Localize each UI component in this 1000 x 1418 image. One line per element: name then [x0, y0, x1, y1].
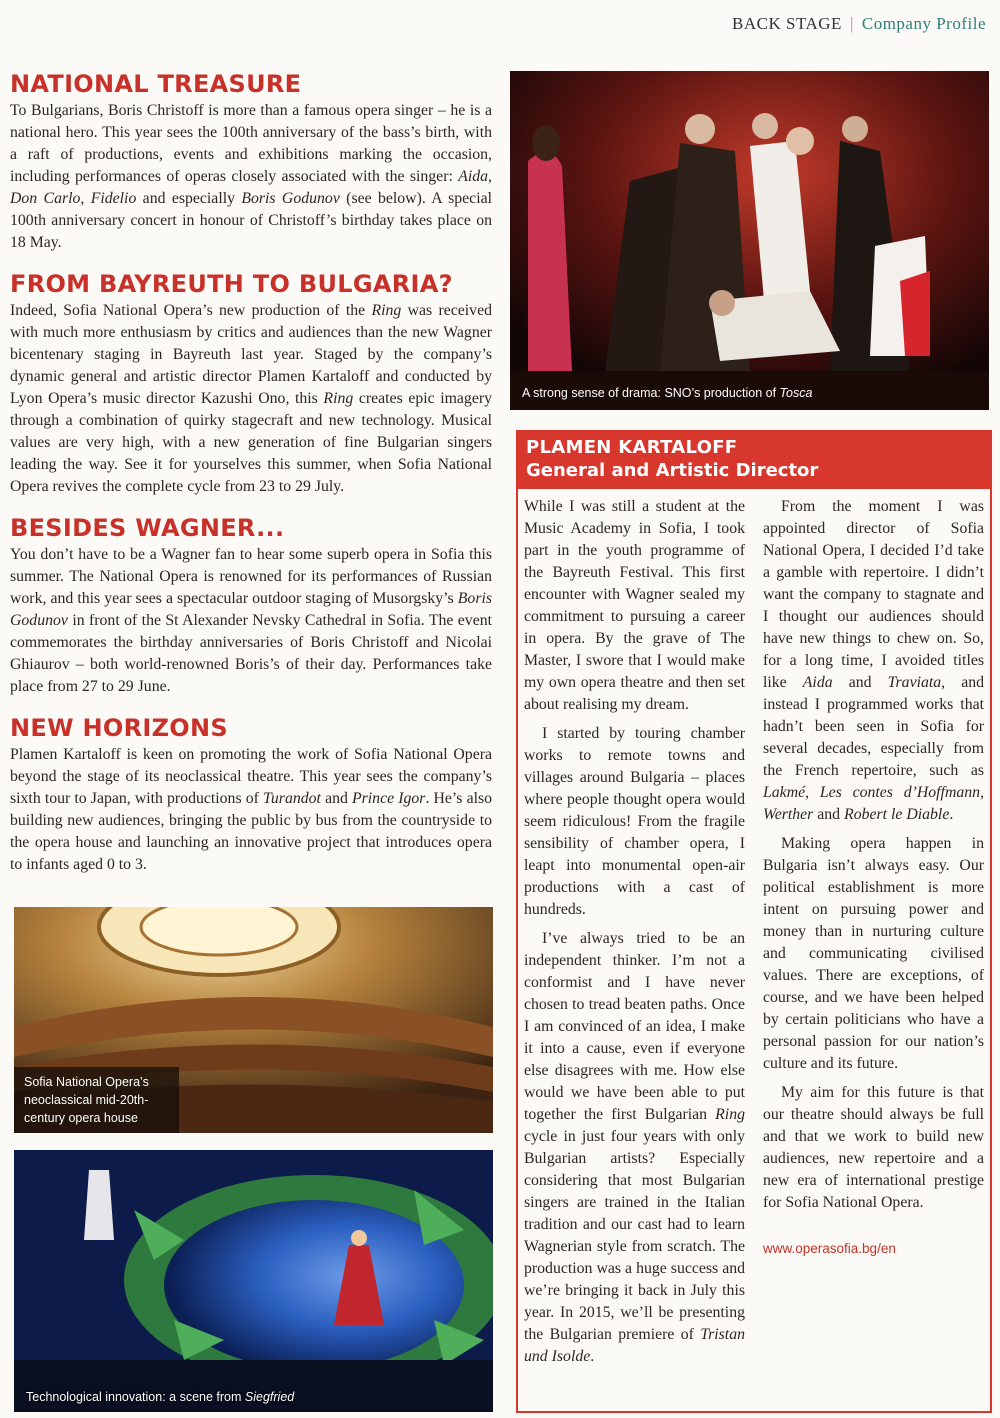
article-body: [10, 300, 492, 498]
siegfried-scene-illustration: [14, 1150, 493, 1412]
section-label: BACK STAGE: [732, 14, 842, 33]
italic-title: Fidelio: [90, 190, 137, 207]
text-run: , and instead I programmed works that hadn’t been seen in Sofia for several decades, especially from the French repertoire, such as: [763, 674, 984, 779]
interview-header: [518, 432, 990, 489]
text-run: Indeed, Sofia National Opera’s new production of the: [10, 302, 372, 319]
interviewee-name: PLAMEN KARTALOFF: [526, 437, 738, 458]
article-bayreuth: [10, 270, 492, 498]
interview-paragraph: [524, 723, 745, 921]
text-run: and especially: [136, 190, 242, 207]
italic-title: Siegfried: [244, 1390, 295, 1404]
article-national-treasure: [10, 70, 492, 254]
interview-paragraph: [524, 928, 745, 1368]
interview-body: [524, 496, 984, 1405]
article-heading: FROM BAYREUTH TO BULGARIA?: [10, 270, 453, 298]
tosca-caption: [522, 384, 812, 402]
article-body: [10, 100, 492, 254]
text-run: creates epic imagery through a combination of quirky stagecraft and new technology. Musical values are very high, with a new generation of fine Bulgarian singers leading the way. See it for yourselves this summer, when Sofia National Opera revives the complete cycle from 23 to 29 July.: [10, 390, 492, 495]
italic-title: Werther: [763, 806, 814, 823]
text-run: and: [320, 790, 352, 807]
text-run: You don’t have to be a Wagner fan to hear some superb opera in Sofia this summer. The National Opera is renowned for its performances of Russian work, and this year sees a spectacular outdoor staging of Musorgsky’s: [10, 546, 492, 607]
header-separator: |: [849, 14, 854, 33]
text-run: . He’s also building new audiences, bringing the public by bus from the countryside to the opera house and launching an innovative project that introduces opera to infants aged 0 to 3.: [10, 790, 493, 873]
italic-title: Boris Godunov: [241, 190, 340, 207]
text-run: and: [813, 806, 845, 823]
article-body: [10, 544, 492, 698]
article-heading: BESIDES WAGNER...: [10, 514, 285, 542]
italic-title: Don Carlo: [10, 190, 81, 207]
text-run: I started by touring chamber works to remote towns and villages around Bulgaria – places where people thought opera would seem ridiculous! From the fragile sensibility of chamber opera, I leapt into monumental open-air productions with a cast of hundreds.: [524, 725, 745, 918]
italic-title: Robert le Diable: [844, 806, 950, 823]
italic-title: Traviata: [887, 674, 942, 691]
italic-title: Lakmé: [763, 784, 806, 801]
italic-title: Tosca: [779, 386, 813, 400]
text-run: Plamen Kartaloff is keen on promoting the work of Sofia National Opera beyond the stage of its neoclassical theatre. This year sees the company’s sixth tour to Japan, with productions of: [10, 746, 492, 807]
interview-paragraph: [524, 496, 745, 716]
text-run: To Bulgarians, Boris Christoff is more than a famous opera singer – he is a national hero. This year sees the 100th anniversary of the bass’s birth, with a raft of productions, events and exhibitions marking the occasion, including performances of operas closely associated with the singer:: [10, 102, 492, 185]
text-run: (see below). A special 100th anniversary concert in honour of Christoff’s birthday takes place on 18 May.: [10, 190, 492, 251]
italic-title: Turandot: [263, 790, 321, 807]
italic-title: Ring: [371, 302, 402, 319]
tosca-scene-illustration: [510, 71, 989, 410]
italic-title: Ring: [715, 1106, 745, 1123]
opera-house-photo: [14, 907, 493, 1133]
text-run: While I was still a student at the Music Academy in Sofia, I took part in the youth programme of the Bayreuth Festival. This first encounter with Wagner sealed my commitment to pursuing a career in opera. By the grave of The Master, I swore that I would make my own opera theatre and then set about realising my dream.: [524, 498, 745, 713]
italic-title: Ring: [323, 390, 354, 407]
interviewee-role: General and Artistic Director: [526, 460, 819, 481]
text-run: in front of the St Alexander Nevsky Cathedral in Sofia. The event commemorates the birthday anniversaries of Boris Christoff and Nicolai Ghiaurov – both world-renowned Boris’s of their day. Performances take place from 27 to 29 June.: [10, 612, 492, 695]
article-heading: NEW HORIZONS: [10, 714, 228, 742]
article-besides-wagner: [10, 514, 492, 698]
interview-paragraph: [763, 1082, 984, 1214]
article-body: [10, 744, 492, 876]
italic-title: Aida: [458, 168, 489, 185]
text-run: ,: [488, 168, 492, 185]
interview-paragraph: [763, 496, 984, 826]
text-run: From the moment I was appointed director of Sofia National Opera, I decided I’d take a gamble with repertoire. I didn’t want the company to stagnate and I thought our audiences should have new things to chew on. So, for a long time, I avoided titles like: [763, 498, 984, 691]
text-run: and: [832, 674, 888, 691]
siegfried-caption: [26, 1388, 294, 1406]
italic-title: Prince Igor: [352, 790, 426, 807]
text-run: I’ve always tried to be an independent thinker. I’m not a conformist and I have never chosen to tread beaten paths. Once I am convinced of an idea, I make it into a cause, even if everyone else disagrees with me. How else would we have been able to put together the first Bulgarian: [524, 930, 745, 1123]
interview-box: [516, 430, 992, 1413]
italic-title: Tristan und Isolde: [524, 1326, 745, 1365]
italic-title: Boris Godunov: [10, 590, 492, 629]
text-run: Technological innovation: a scene from: [26, 1390, 245, 1404]
text-run: cycle in just four years with only Bulgarian artists? Especially considering that most Bulgarian singers are trained in the Italian tradition and our cast had to learn Wagnerian style from scratch. The production was a huge success and we’re bringing it back in July this year. In 2015, we’ll be presenting the Bulgarian premiere of: [524, 1128, 745, 1343]
text-run: A strong sense of drama: SNO’s production of: [522, 386, 780, 400]
opera-house-caption: [14, 1067, 179, 1133]
running-header: [732, 14, 986, 34]
text-run: .: [949, 806, 954, 823]
article-heading: NATIONAL TREASURE: [10, 70, 302, 98]
text-run: Sofia National Opera’s neoclassical mid-20th-century opera house: [24, 1075, 149, 1125]
italic-title: Aida: [802, 674, 833, 691]
tosca-photo: [510, 71, 989, 410]
interview-paragraph: [763, 833, 984, 1075]
text-run: My aim for this future is that our theatre should always be full and that we work to build new audiences, new repertoire and a new era of international prestige for Sofia National Opera.: [763, 1084, 984, 1211]
text-run: ,: [80, 190, 91, 207]
italic-title: Les contes d’Hoffmann: [819, 784, 981, 801]
website-link[interactable]: www.operasofia.bg/en: [763, 1241, 896, 1256]
siegfried-photo: [14, 1150, 493, 1412]
text-run: was received with much more enthusiasm by critics and audiences than the new Wagner bicentenary staging in Bayreuth last year. Staged by the company’s dynamic general and artistic director Plamen Kartaloff and conducted by Lyon Opera’s music director Kazushi Ono, this: [10, 302, 492, 407]
subsection-label: Company Profile: [861, 14, 986, 33]
left-column: [10, 70, 492, 892]
text-run: .: [590, 1348, 595, 1365]
text-run: Making opera happen in Bulgaria isn’t always easy. Our political establishment is more intent on pursuing power and money than in nurturing culture and communicating civilised values. There are exceptions, of course, and we have been helped by certain politicians who have a personal passion for our nation’s culture and its future.: [763, 835, 984, 1072]
text-run: ,: [980, 784, 985, 801]
article-new-horizons: [10, 714, 492, 876]
text-run: ,: [805, 784, 820, 801]
